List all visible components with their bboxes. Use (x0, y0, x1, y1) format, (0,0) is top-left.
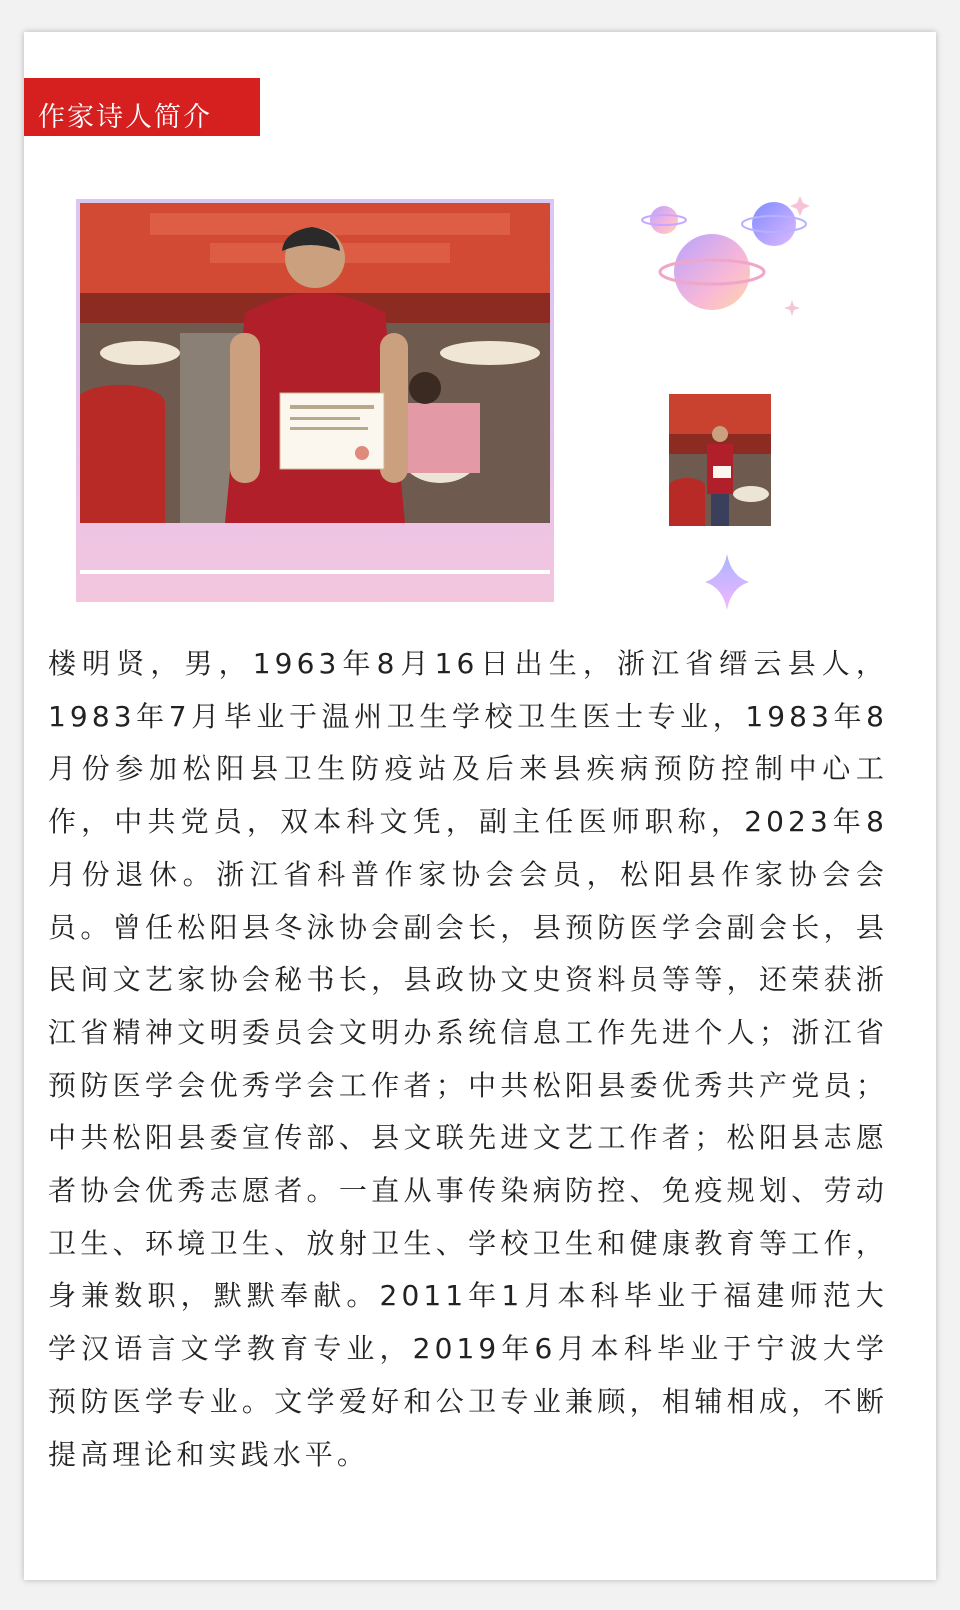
section-title: 作家诗人简介 (24, 78, 260, 136)
photo-frame (76, 199, 554, 602)
author-bio: 楼明贤，男，1963年8月16日出生，浙江省缙云县人，1983年7月毕业于温州卫生学校卫生医士专业，1983年8月份参加松阳县卫生防疫站及后来县疾病预防控制中心工作，中共党员，双本科文凭，副主任医师职称，2023年8月份退休。浙江省科普作家协会会员，松阳县作家协会会员。曾任松阳县冬泳协会副会长，县预防医学会副会长，县民间文艺家协会秘书长，县政协文史资料员等等，还荣获浙江省精神文明委员会文明办系统信息工作先进个人；浙江省预防医学会优秀学会工作者；中共松阳县委优秀共产党员；中共松阳县委宣传部、县文联先进文艺工作者；松阳县志愿者协会优秀志愿者。一直从事传染病防控、免疫规划、劳动卫生、环境卫生、放射卫生、学校卫生和健康教育等工作，身兼数职，默默奉献。2011年1月本科毕业于福建师范大学汉语言文学教育专业，2019年6月本科毕业于宁波大学预防医学专业。文学爱好和公卫专业兼顾，相辅相成，不断提高理论和实践水平。 (48, 647, 888, 1471)
article-card (24, 32, 936, 1580)
thumbnail-photo[interactable] (669, 394, 771, 526)
sparkle-icon (702, 552, 752, 612)
frame-divider (80, 570, 550, 574)
main-photo[interactable] (80, 203, 550, 523)
planets-icon (624, 182, 814, 322)
